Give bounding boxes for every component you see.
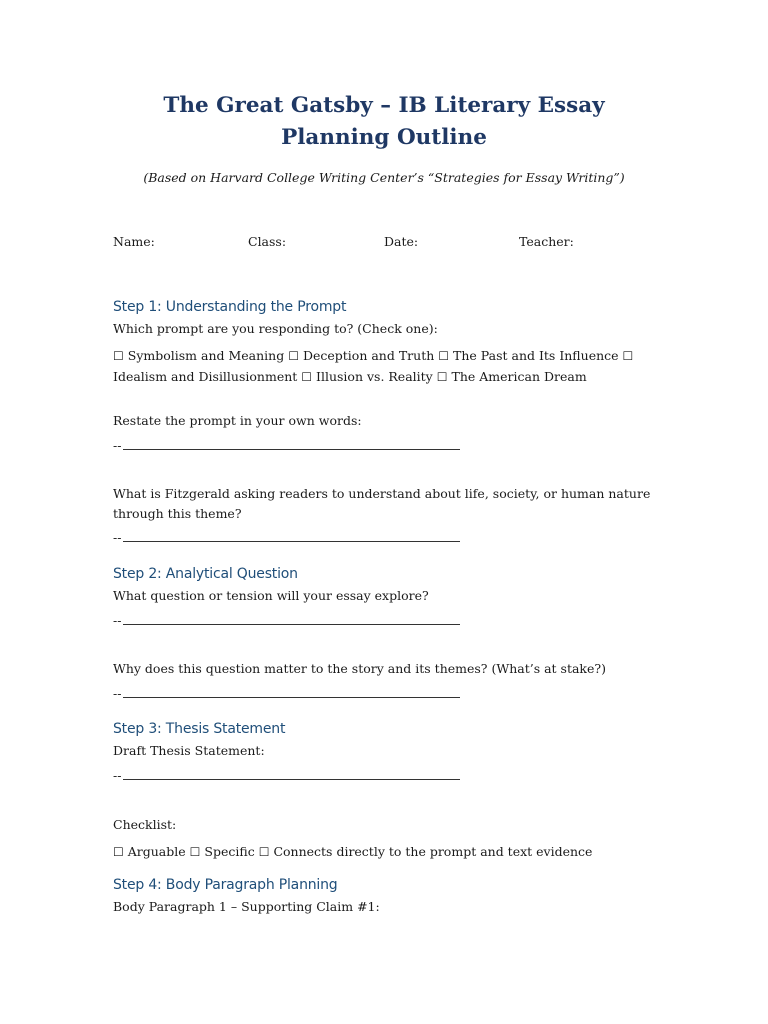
fitzgerald-question: What is Fitzgerald asking readers to understand about life, society, or human nature through this theme? (113, 486, 651, 521)
option-idealism[interactable]: ☐ Idealism and Disillusionment (113, 349, 634, 384)
checkbox-icon[interactable]: ☐ (436, 369, 448, 384)
checklist-label: Checklist: (113, 817, 177, 832)
name-label: Name: (113, 234, 155, 249)
prompt-options (113, 346, 658, 387)
draft-thesis-label: Draft Thesis Statement: (113, 743, 265, 758)
option-deception[interactable]: ☐ Deception and Truth (288, 348, 435, 363)
answer-line[interactable]: -- (113, 686, 460, 702)
thesis-checklist (113, 842, 658, 863)
step1-heading: Step 1: Understanding the Prompt (113, 299, 347, 315)
step1-question: Which prompt are you responding to? (Check one): (113, 321, 438, 336)
answer-line[interactable]: -- (113, 530, 460, 546)
step3-heading: Step 3: Thesis Statement (113, 721, 286, 737)
document-subtitle: (Based on Harvard College Writing Center’s “Strategies for Essay Writing”) (143, 170, 625, 185)
document-title: The Great Gatsby – IB Literary Essay Planning Outline (163, 93, 605, 150)
checkbox-icon[interactable]: ☐ (189, 845, 201, 859)
checkbox-icon[interactable]: ☐ (113, 349, 124, 363)
option-symbolism[interactable]: ☐ Symbolism and Meaning (113, 348, 285, 363)
checkbox-icon[interactable]: ☐ (622, 349, 634, 363)
step4-heading: Step 4: Body Paragraph Planning (113, 877, 338, 893)
checkbox-icon[interactable]: ☐ (301, 369, 313, 384)
check-connects[interactable]: ☐ Connects directly to the prompt and text evidence (258, 844, 593, 859)
checkbox-icon[interactable]: ☐ (288, 349, 299, 363)
step2-why: Why does this question matter to the story and its themes? (What’s at stake?) (113, 661, 606, 676)
checkbox-icon[interactable]: ☐ (438, 349, 450, 363)
restate-prompt-label: Restate the prompt in your own words: (113, 413, 362, 428)
answer-line[interactable]: -- (113, 438, 460, 454)
class-label: Class: (248, 234, 287, 249)
body-paragraph-1-label: Body Paragraph 1 – Supporting Claim #1: (113, 899, 380, 914)
checkbox-icon[interactable]: ☐ (258, 845, 270, 859)
answer-line[interactable]: -- (113, 768, 460, 784)
date-label: Date: (384, 234, 419, 249)
option-past[interactable]: ☐ The Past and Its Influence (438, 348, 619, 363)
check-specific[interactable]: ☐ Specific (189, 844, 255, 859)
option-illusion[interactable]: ☐ Illusion vs. Reality (301, 368, 433, 384)
option-american-dream[interactable]: ☐ The American Dream (436, 368, 587, 384)
step2-heading: Step 2: Analytical Question (113, 566, 298, 582)
teacher-label: Teacher: (519, 234, 574, 249)
step2-question: What question or tension will your essay explore? (113, 588, 429, 603)
answer-line[interactable]: -- (113, 613, 460, 629)
check-arguable[interactable]: ☐ Arguable (113, 844, 186, 859)
checkbox-icon[interactable]: ☐ (113, 845, 124, 859)
